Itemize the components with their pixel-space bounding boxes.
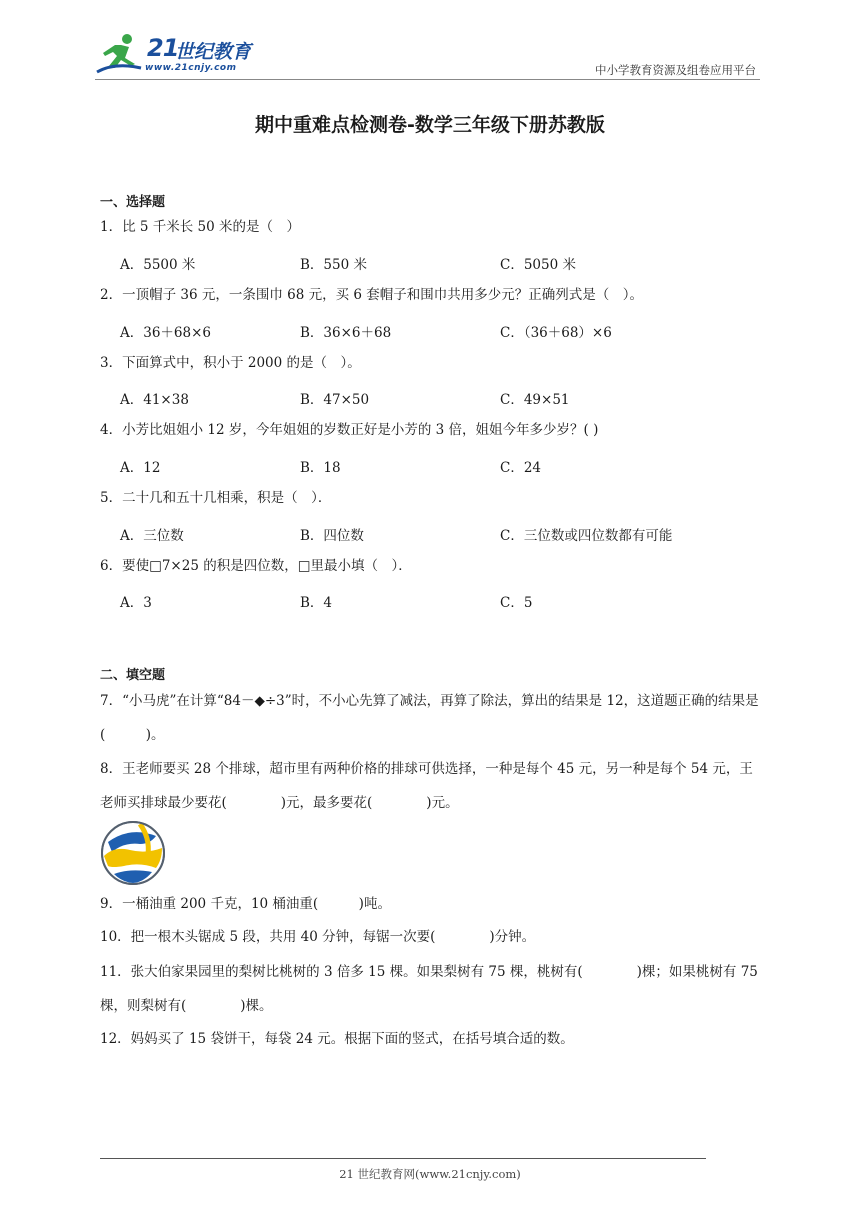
- option-b: B．4: [300, 595, 333, 611]
- footer-source: 21 世纪教育网(www.21cnjy.com): [339, 1167, 521, 1181]
- section-heading-choice: 一、选择题: [100, 195, 166, 210]
- page-header: [95, 28, 760, 80]
- option-c: C．5050 米: [500, 257, 576, 273]
- question-4-options: [120, 456, 760, 476]
- question-3: 3．下面算式中，积小于 2000 的是（ ）。: [100, 355, 361, 371]
- option-b: B．550 米: [300, 257, 367, 273]
- question-8: 8．王老师要买 28 个排球，超市里有两种价格的排球可供选择，一种是每个 45 元，另一种是每个 54 元，王老师买排球最少要花( )元，最多要花( )元。: [100, 761, 753, 811]
- option-a: A．三位数: [120, 528, 184, 544]
- page-title: 期中重难点检测卷-数学三年级下册苏教版: [255, 114, 605, 136]
- option-b: B．18: [300, 460, 341, 476]
- option-a: A．5500 米: [120, 257, 196, 273]
- logo-url: www.21cnjy.com: [145, 63, 237, 73]
- option-c: C．49×51: [500, 392, 570, 408]
- question-2-options: [120, 321, 760, 341]
- option-b: B．47×50: [300, 392, 370, 408]
- question-12: 12．妈妈买了 15 袋饼干，每袋 24 元。根据下面的竖式，在括号填合适的数。: [100, 1031, 574, 1047]
- option-a: A．41×38: [120, 392, 189, 408]
- question-11: 11．张大伯家果园里的梨树比桃树的 3 倍多 15 棵。如果梨树有 75 棵，桃树有( )棵；如果桃树有 75 棵，则梨树有( )棵。: [100, 964, 758, 1014]
- question-6-options: [120, 591, 760, 611]
- question-3-options: [120, 388, 760, 408]
- question-4: 4．小芳比姐姐小 12 岁，今年姐姐的岁数正好是小芳的 3 倍，姐姐今年多少岁？( ): [100, 422, 599, 438]
- option-c: C．（36＋68）×6: [500, 325, 612, 341]
- option-c: C．5: [500, 595, 533, 611]
- header-platform-text: 中小学教育资源及组卷应用平台: [595, 63, 756, 77]
- question-5-options: [120, 524, 760, 544]
- section-heading-fill: 二、填空题: [100, 668, 166, 683]
- footer-divider: [100, 1158, 706, 1159]
- option-b: B．四位数: [300, 528, 364, 544]
- question-5: 5．二十几和五十几相乘，积是（ ）．: [100, 490, 332, 506]
- option-a: A．12: [120, 460, 161, 476]
- option-c: C．24: [500, 460, 542, 476]
- runner-logo-icon: [95, 32, 147, 76]
- question-6: 6．要使□7×25 的积是四位数，□里最小填（ ）．: [100, 558, 412, 574]
- question-2: 2．一顶帽子 36 元，一条围巾 68 元，买 6 套帽子和围巾共用多少元？正确列式是（ ）。: [100, 287, 644, 303]
- logo: [95, 32, 255, 76]
- option-a: A．36＋68×6: [120, 325, 212, 341]
- option-a: A．3: [120, 595, 152, 611]
- option-b: B．36×6＋68: [300, 325, 392, 341]
- question-10: 10．把一根木头锯成 5 段，共用 40 分钟，每锯一次要( )分钟。: [100, 929, 536, 945]
- logo-number: 21: [147, 34, 179, 62]
- question-7: 7．“小马虎”在计算“84－◆÷3”时，不小心先算了减法，再算了除法，算出的结果是 12，这道题正确的结果是( )。: [100, 693, 759, 743]
- question-1: 1．比 5 千米长 50 米的是（ ）: [100, 219, 301, 235]
- question-9: 9．一桶油重 200 千克，10 桶油重( )吨。: [100, 896, 391, 912]
- logo-name: 世纪教育: [175, 41, 252, 63]
- header-divider: [95, 79, 760, 80]
- question-1-options: [120, 253, 760, 273]
- option-c: C．三位数或四位数都有可能: [500, 528, 673, 544]
- volleyball-image: [100, 820, 166, 886]
